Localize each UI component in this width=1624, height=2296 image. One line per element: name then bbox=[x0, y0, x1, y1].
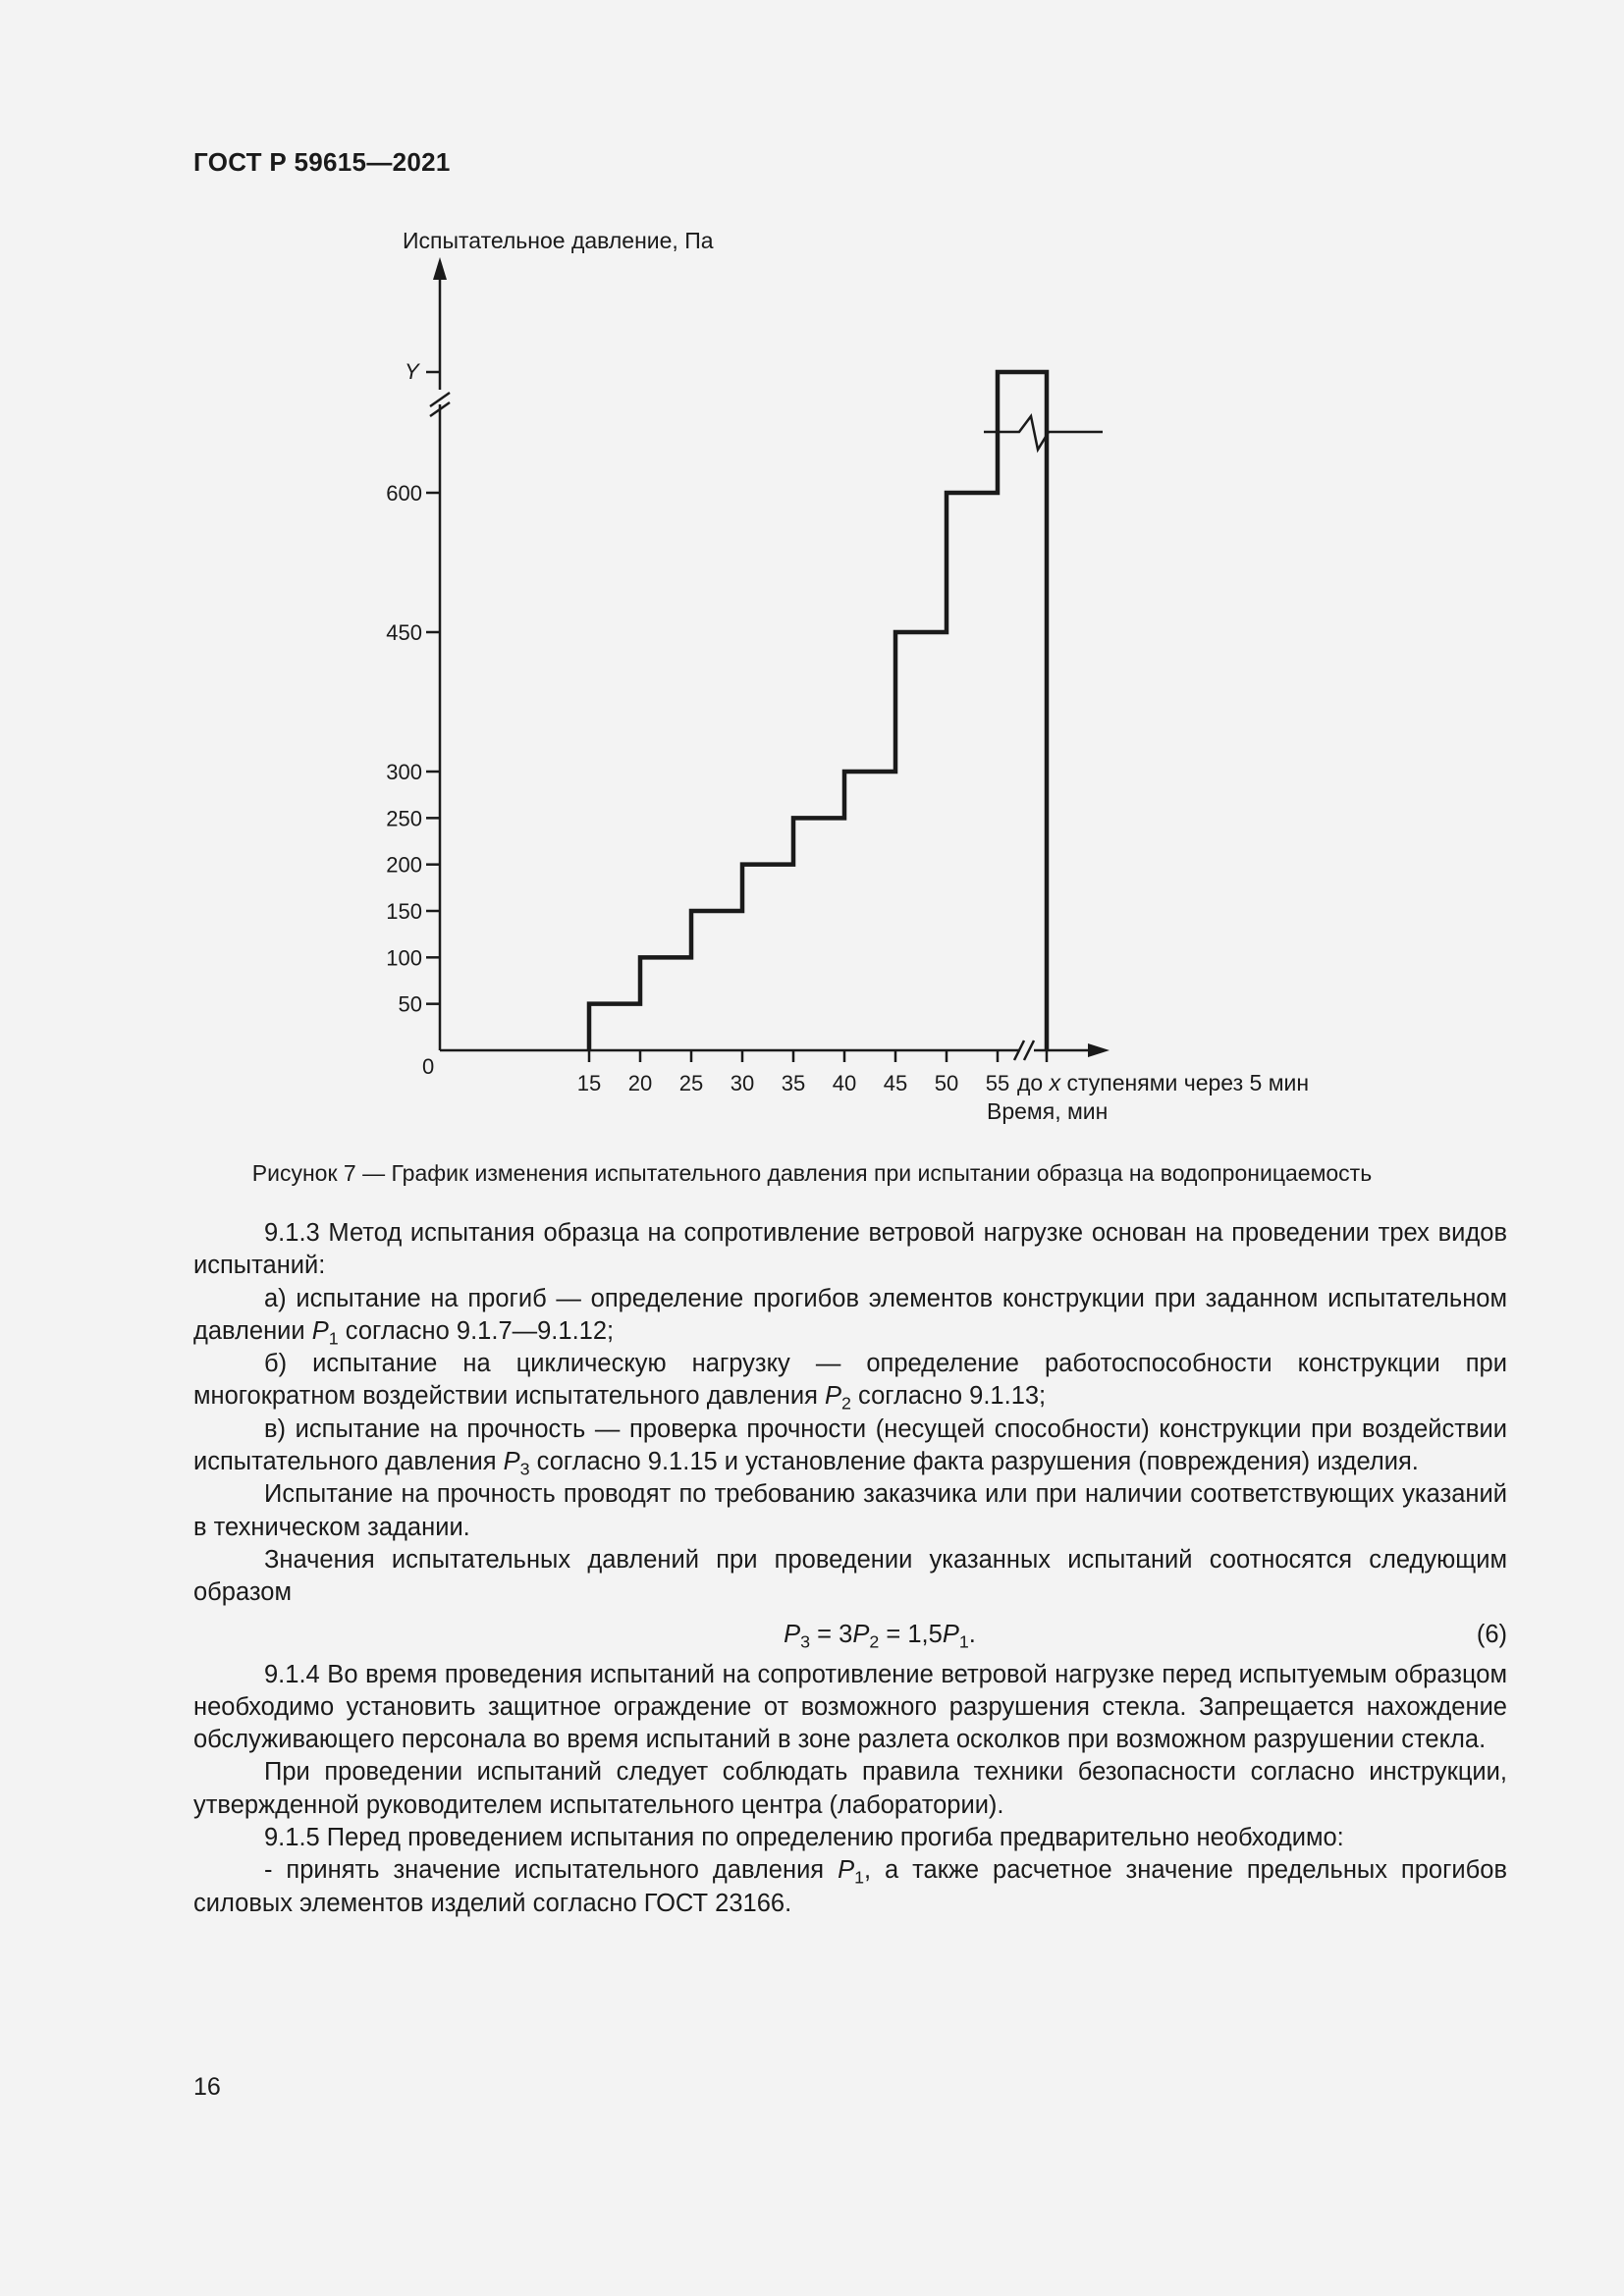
page-number: 16 bbox=[193, 2073, 221, 2101]
x-tick-label: 55 bbox=[985, 1071, 1010, 1095]
paragraph: Значения испытательных давлений при проведении указанных испытаний соотносятся следующим образом bbox=[193, 1545, 1507, 1607]
y-tick-label: 250 bbox=[386, 806, 422, 831]
paragraph: в) испытание на прочность — проверка прочности (несущей способности) конструкции при воздействии испытательного давления $P_3$ согласно 9.1.15 и установление факта разрушения (повреждения) изделия. bbox=[193, 1415, 1507, 1479]
x-tick-label: 20 bbox=[627, 1071, 653, 1095]
y-tick-label: 300 bbox=[386, 760, 422, 784]
x-axis-arrow bbox=[1088, 1043, 1110, 1057]
y-tick-label: 100 bbox=[386, 945, 422, 971]
origin-label: 0 bbox=[422, 1054, 435, 1079]
y-top-label: Y bbox=[405, 359, 419, 384]
x-break-mark bbox=[1024, 1041, 1034, 1060]
x-ticks bbox=[577, 1050, 1047, 1095]
x-tail-label: до x ступенями через 5 мин bbox=[1017, 1070, 1310, 1095]
y-tick-label: 150 bbox=[386, 899, 422, 924]
formula bbox=[193, 1610, 1507, 1659]
x-tick-label: 40 bbox=[832, 1071, 857, 1095]
paragraph: - принять значение испытательного давления $P_1$, а также расчетное значение предельных прогибов силовых элементов изделий согласно ГОСТ 23166. bbox=[193, 1856, 1507, 1917]
step-break-symbol bbox=[984, 416, 1103, 450]
y-axis-arrow bbox=[433, 257, 447, 280]
x-tick-label: 30 bbox=[730, 1071, 755, 1095]
axes bbox=[430, 275, 1092, 1060]
formula-number: (6) bbox=[1476, 1620, 1507, 1648]
paragraph: Испытание на прочность проводят по требованию заказчика или при наличии соответствующих указаний в техническом задании. bbox=[193, 1480, 1507, 1541]
x-tick-label: 35 bbox=[781, 1071, 806, 1095]
paragraph: 9.1.4 Во время проведения испытаний на сопротивление ветровой нагрузке перед испытуемым образцом необходимо установить защитное ограждение от возможного разрушения стекла. Запрещается нахождение обслуживающего персонала во время испытаний в зоне разлета осколков при возможном разрушении стекла. bbox=[193, 1660, 1507, 1754]
y-ticks bbox=[386, 481, 440, 1017]
x-tick-label: 25 bbox=[678, 1071, 704, 1095]
y-tick-label: 600 bbox=[386, 481, 422, 506]
paragraph: 9.1.5 Перед проведением испытания по определению прогиба предварительно необходимо: bbox=[264, 1824, 1344, 1852]
formula-expression: $P_3 = 3P_2 = 1,5P_1$. bbox=[784, 1620, 976, 1651]
document-header: ГОСТ Р 59615—2021 bbox=[193, 147, 451, 177]
pressure-step-line bbox=[589, 372, 1047, 1050]
x-tick-label: 50 bbox=[934, 1071, 959, 1095]
x-axis-label: Время, мин bbox=[987, 1098, 1109, 1124]
paragraph: При проведении испытаний следует соблюдать правила техники безопасности согласно инструкции, утвержденной руководителем испытательного центра (лаборатории). bbox=[193, 1758, 1507, 1819]
x-tick-label: 45 bbox=[883, 1071, 908, 1095]
paragraph: б) испытание на циклическую нагрузку — определение работоспособности конструкции при многократном воздействии испытательного давления $P_2$ согласно 9.1.13; bbox=[193, 1350, 1507, 1414]
paragraph: а) испытание на прогиб — определение прогибов элементов конструкции при заданном испытательном давлении $P_1$ согласно 9.1.7—9.1.12; bbox=[193, 1284, 1507, 1349]
y-tick-label: 450 bbox=[386, 620, 422, 645]
y-axis-label: Испытательное давление, Па bbox=[403, 228, 714, 253]
y-tick-label: 50 bbox=[398, 991, 422, 1017]
paragraph: 9.1.3 Метод испытания образца на сопротивление ветровой нагрузке основан на проведении трех видов испытаний: bbox=[193, 1219, 1507, 1280]
x-tick-label: 15 bbox=[576, 1071, 602, 1095]
body-text bbox=[193, 1217, 1507, 1920]
figure-caption: Рисунок 7 — График изменения испытательного давления при испытании образца на водопроницаемость bbox=[251, 1160, 1373, 1186]
y-tick-label: 200 bbox=[386, 852, 422, 878]
